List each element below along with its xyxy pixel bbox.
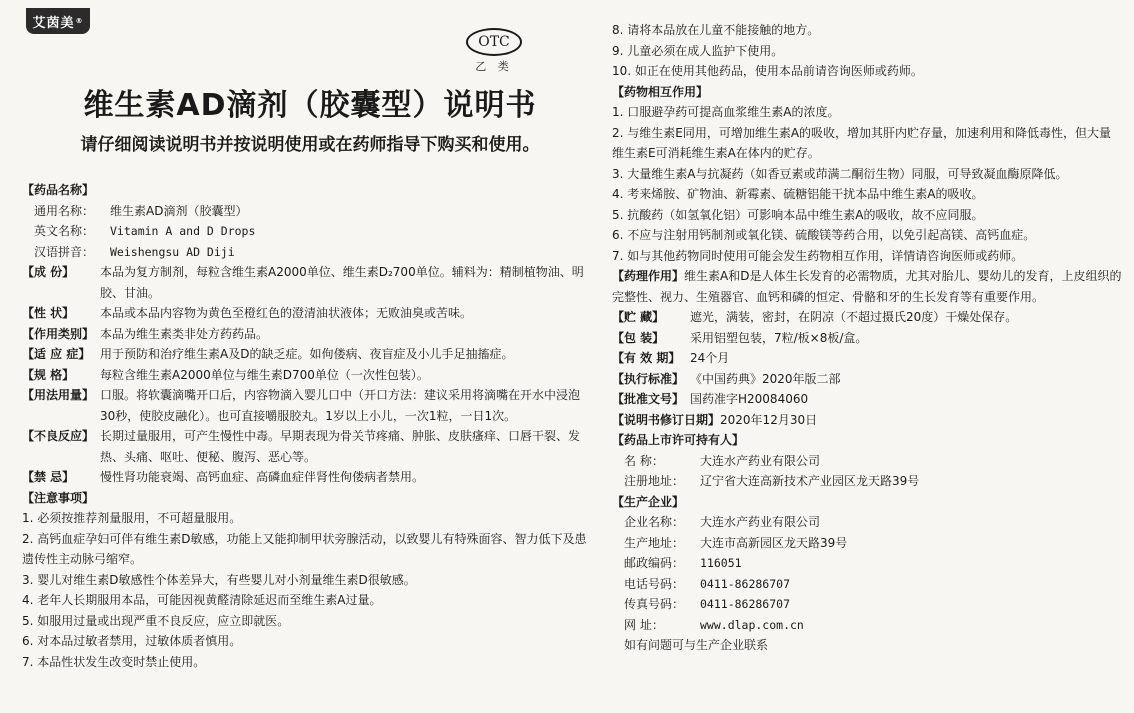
standard-text: 《中国药典》2020年版二部	[690, 371, 841, 386]
pinyin-label: 汉语拼音：	[34, 244, 95, 259]
precaution-item-7: 7. 本品性状发生改变时禁止使用。	[22, 654, 206, 669]
appearance-row	[22, 303, 590, 324]
interaction-item-7: 7. 如与其他药物同时使用可能会发生药物相互作用，详情请咨询医师或药师。	[612, 248, 1024, 263]
generic-name-value: 维生素AD滴剂（胶囊型）	[110, 203, 248, 218]
manufacturer-name-label: 企业名称：	[624, 515, 685, 529]
holder-address-row	[612, 471, 1122, 492]
manufacturer-name-value: 大连水产药业有限公司	[700, 515, 821, 529]
package-row	[612, 328, 1122, 349]
otc-oval-icon	[466, 28, 522, 56]
brand-logo-text: 艾茵美	[32, 15, 75, 31]
contact-note: 如有问题可与生产企业联系	[624, 638, 769, 652]
spec-row	[22, 365, 590, 386]
english-name-value: Vitamin A and D Drops	[110, 224, 256, 238]
validity-text: 24个月	[690, 351, 730, 365]
english-name-row	[22, 221, 590, 242]
indication-text: 用于预防和治疗维生素A及D的缺乏症。如佝偻病、夜盲症及小儿手足抽搐症。	[100, 347, 514, 361]
pinyin-row	[22, 242, 590, 263]
adverse-label: 【不良反应】	[22, 429, 95, 443]
holder-heading: 【药品上市许可持有人】	[612, 433, 745, 447]
category-label: 【作用类别】	[22, 326, 95, 341]
precaution-item-5: 5. 如服用过量或出现严重不良反应，应立即就医。	[22, 613, 290, 628]
spec-label: 【规 格】	[22, 367, 75, 382]
phone-label: 电话号码：	[624, 576, 685, 591]
adverse-row	[22, 426, 590, 467]
category-text: 本品为维生素类非处方药药品。	[100, 326, 269, 341]
precaution-item-1: 1. 必须按推荐剂量服用，不可超量服用。	[22, 511, 242, 525]
fax-value: 0411-86286707	[700, 597, 791, 611]
document-title: 维生素AD滴剂（胶囊型）说明书	[83, 88, 537, 123]
phone-value: 0411-86286707	[700, 576, 791, 591]
precaution-item-2: 2. 高钙血症孕妇可伴有维生素D敏感，功能上又能抑制甲状旁腺活动，以致婴儿有特殊面容、智力低下及患遗传性主动脉弓缩窄。	[22, 531, 587, 566]
pinyin-value: Weishengsu AD Diji	[110, 244, 235, 259]
storage-row	[612, 307, 1122, 328]
website-label: 网 址：	[624, 617, 664, 632]
appearance-label: 【性 状】	[22, 306, 75, 320]
phone-row	[612, 574, 1122, 595]
otc-label: OTC	[478, 34, 510, 50]
interaction-item-6: 6. 不应与注射用钙制剂或氧化镁、硫酸镁等药合用，以免引起高镁、高钙血症。	[612, 228, 1036, 242]
package-label: 【包 装】	[612, 330, 665, 345]
indication-row	[22, 344, 590, 365]
spec-text: 每粒含维生素A2000单位与维生素D700单位（一次性包装）。	[100, 367, 429, 382]
manufacturer-heading: 【生产企业】	[612, 494, 685, 509]
revision-label: 【说明书修订日期】	[612, 412, 721, 427]
pharmacology-row	[612, 266, 1122, 307]
approval-text: 国药准字H20084060	[690, 392, 809, 406]
composition-row	[22, 262, 590, 303]
interaction-item-2: 2. 与维生素E同用，可增加维生素A的吸收，增加其肝内贮存量，加速利用和降低毒性，但大量维生素E可消耗维生素A在体内的贮存。	[612, 125, 1112, 160]
dosage-row	[22, 385, 590, 426]
approval-label: 【批准文号】	[612, 392, 685, 406]
standard-row	[612, 369, 1122, 390]
website-row	[612, 615, 1122, 636]
document-subtitle: 请仔细阅读说明书并按说明使用或在药师指导下购买和使用。	[80, 135, 540, 155]
precaution-item-3: 3. 婴儿对维生素D敏感性个体差异大，有些婴儿对小剂量维生素D很敏感。	[22, 572, 416, 587]
holder-address-value: 辽宁省大连高新技术产业园区龙天路39号	[700, 474, 920, 488]
holder-name-row	[612, 451, 1122, 472]
right-column	[612, 20, 1122, 656]
storage-label: 【贮 藏】	[612, 310, 665, 324]
holder-name-label: 名 称：	[624, 453, 664, 468]
precaution-item-9: 9. 儿童必须在成人监护下使用。	[612, 43, 784, 58]
pharmacology-label: 【药理作用】	[612, 269, 685, 283]
otc-badge	[466, 28, 522, 74]
otc-class-label: 乙 类	[475, 60, 513, 73]
registered-mark: ®	[75, 17, 84, 25]
postcode-row	[612, 553, 1122, 574]
interactions-heading: 【药物相互作用】	[612, 84, 709, 99]
precaution-item-10: 10. 如正在使用其他药品，使用本品前请咨询医师或药师。	[612, 64, 923, 78]
postcode-label: 邮政编码：	[624, 556, 685, 570]
fax-row	[612, 594, 1122, 615]
interaction-item-1: 1. 口服避孕药可提高血浆维生素A的浓度。	[612, 105, 840, 119]
contraindication-label: 【禁 忌】	[22, 470, 75, 484]
manufacturer-address-label: 生产地址：	[624, 535, 685, 550]
generic-name-label: 通用名称：	[34, 203, 95, 218]
validity-label: 【有 效 期】	[612, 351, 681, 365]
adverse-text: 长期过量服用，可产生慢性中毒。早期表现为骨关节疼痛、肿胀、皮肤瘙痒、口唇干裂、发热、头痛、呕吐、便秘、腹泻、恶心等。	[100, 429, 581, 464]
precautions-heading: 【注意事项】	[22, 490, 95, 505]
generic-name-row	[22, 201, 590, 222]
manufacturer-address-value: 大连市高新园区龙天路39号	[700, 535, 848, 550]
manufacturer-name-row	[612, 512, 1122, 533]
dosage-text: 口服。将软囊滴嘴开口后，内容物滴入婴儿口中（开口方法：建议采用将滴嘴在开水中浸泡30秒，使胶皮融化）。也可直接嚼服胶丸。1岁以上小儿，一次1粒，一日1次。	[100, 388, 581, 423]
precaution-item-8: 8. 请将本品放在儿童不能接触的地方。	[612, 23, 820, 37]
composition-label: 【成 份】	[22, 265, 75, 279]
dosage-label: 【用法用量】	[22, 388, 95, 402]
fax-label: 传真号码：	[624, 597, 685, 611]
interaction-item-4: 4. 考来烯胺、矿物油、新霉素、硫糖铝能干扰本品中维生素A的吸收。	[612, 187, 984, 201]
interaction-item-3: 3. 大量维生素A与抗凝药（如香豆素或茚满二酮衍生物）同服，可导致凝血酶原降低。	[612, 166, 1068, 181]
revision-text: 2020年12月30日	[720, 412, 818, 427]
interaction-item-5: 5. 抗酸药（如氢氧化铝）可影响本品中维生素A的吸收，故不应同服。	[612, 207, 984, 222]
validity-row	[612, 348, 1122, 369]
left-column	[22, 180, 590, 672]
contraindication-row	[22, 467, 590, 488]
precaution-item-6: 6. 对本品过敏者禁用，过敏体质者慎用。	[22, 634, 242, 648]
pharmacology-text: 维生素A和D是人体生长发育的必需物质，尤其对胎儿、婴幼儿的发育，上皮组织的完整性、视力、生殖器官、血钙和磷的恒定、骨骼和牙的生长发育等有重要作用。	[612, 269, 1122, 304]
precaution-item-4: 4. 老年人长期服用本品，可能因视黄醛清除延迟而至维生素A过量。	[22, 593, 382, 607]
standard-label: 【执行标准】	[612, 371, 685, 386]
holder-address-label: 注册地址：	[624, 474, 685, 488]
drug-name-heading: 【药品名称】	[22, 183, 95, 197]
composition-text: 本品为复方制剂，每粒含维生素A2000单位、维生素D₂700单位。辅料为：精制植物油、明胶、甘油。	[100, 265, 584, 300]
package-text: 采用铝塑包装，7粒/板×8板/盒。	[690, 330, 868, 345]
indication-label: 【适 应 症】	[22, 347, 91, 361]
appearance-text: 本品或本品内容物为黄色至橙红色的澄清油状液体；无败油臭或苦味。	[100, 306, 473, 320]
revision-row	[612, 410, 1122, 431]
english-name-label: 英文名称：	[34, 224, 95, 238]
storage-text: 遮光，满装，密封，在阴凉（不超过摄氏20度）干燥处保存。	[690, 310, 1018, 324]
postcode-value: 116051	[700, 556, 742, 570]
brand-logo	[26, 8, 90, 34]
manufacturer-address-row	[612, 533, 1122, 554]
category-row	[22, 324, 590, 345]
approval-row	[612, 389, 1122, 410]
contraindication-text: 慢性肾功能衰竭、高钙血症、高磷血症伴肾性佝偻病者禁用。	[100, 470, 425, 484]
website-value: www.dlap.com.cn	[700, 617, 804, 632]
holder-name-value: 大连水产药业有限公司	[700, 453, 821, 468]
